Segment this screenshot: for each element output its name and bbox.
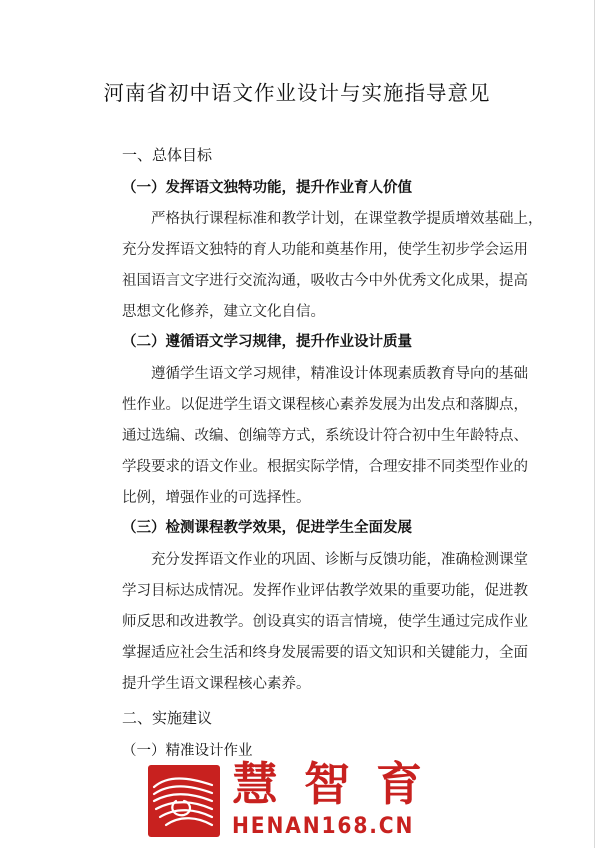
paragraph-line: 学习目标达成情况。发挥作业评估教学效果的重要功能，促进教 xyxy=(122,583,528,599)
paragraph-line: 掌握适应社会生活和终身发展需要的语文知识和关键能力，全面 xyxy=(122,645,528,661)
paragraph-line: 比例，增强作业的可选择性。 xyxy=(122,490,311,506)
section-heading-goals: 一、总体目标 xyxy=(122,146,213,164)
paragraph-line: 祖国语言文字进行交流沟通，吸收古今中外优秀文化成果，提高 xyxy=(122,273,528,289)
paragraph-line: 提升学生语文课程核心素养。 xyxy=(122,676,311,692)
subsection-heading-precise: （一）精准设计作业 xyxy=(122,743,253,759)
paragraph-line: 性作业。以促进学生语文课程核心素养发展为出发点和落脚点， xyxy=(122,397,528,413)
watermark-logo-text: 慧智育 xyxy=(232,757,448,811)
subsection-heading-3: （三）检测课程教学效果，促进学生全面发展 xyxy=(122,519,412,536)
watermark-url-text: HENAN168.CN xyxy=(232,814,415,839)
swirl-logo-icon xyxy=(148,765,220,837)
paragraph-line: 思想文化修养，建立文化自信。 xyxy=(122,304,325,320)
paragraph-line: 遵循学生语文学习规律，精准设计体现素质教育导向的基础 xyxy=(151,366,528,382)
paragraph-line: 学段要求的语文作业。根据实际学情，合理安排不同类型作业的 xyxy=(122,459,528,475)
section-heading-implementation: 二、实施建议 xyxy=(122,709,213,727)
subsection-heading-2: （二）遵循语文学习规律，提升作业设计质量 xyxy=(122,333,412,350)
paragraph-line: 严格执行课程标准和教学计划，在课堂教学提质增效基础上， xyxy=(151,211,543,227)
subsection-heading-1: （一）发挥语文独特功能，提升作业育人价值 xyxy=(122,179,412,196)
paragraph-line: 师反思和改进教学。创设真实的语言情境，使学生通过完成作业 xyxy=(122,614,528,630)
document-title: 河南省初中语文作业设计与实施指导意见 xyxy=(103,81,491,105)
paragraph-line: 充分发挥语文独特的育人功能和奠基作用，使学生初步学会运用 xyxy=(122,242,528,258)
paragraph-line: 通过选编、改编、创编等方式，系统设计符合初中生年龄特点、 xyxy=(122,428,528,444)
paragraph-line: 充分发挥语文作业的巩固、诊断与反馈功能，准确检测课堂 xyxy=(151,552,528,568)
watermark-logo xyxy=(148,757,458,843)
